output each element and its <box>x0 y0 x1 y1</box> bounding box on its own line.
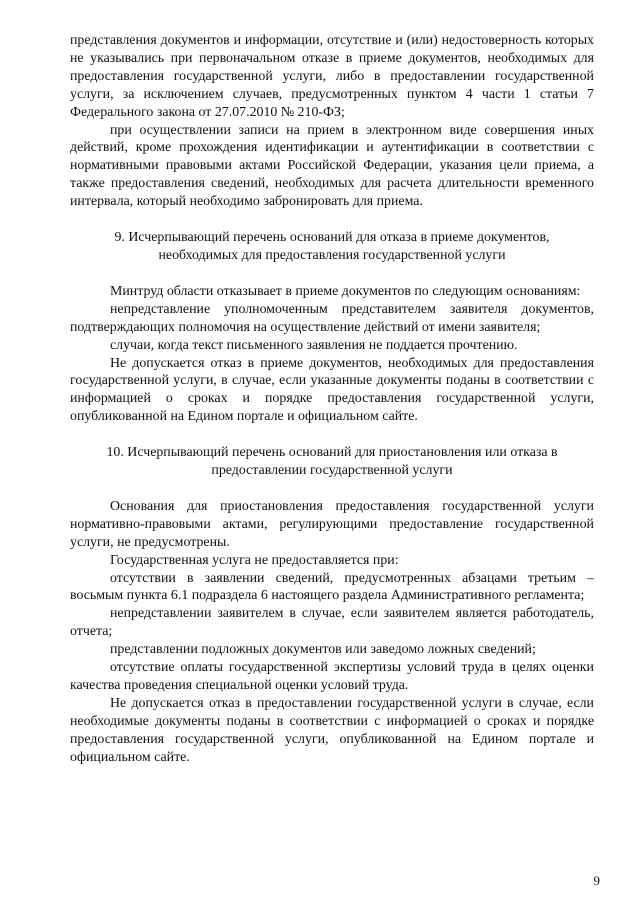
paragraph: представлении подложных документов или заведомо ложных сведений; <box>110 642 536 658</box>
paragraph: отсутствии в заявлении сведений, предусмотренных абзацами третьим – восьмым пункта 6.1 подраздела 6 настоящего раздела Административного регламента; <box>70 570 594 604</box>
paragraph: Государственная услуга не предоставляется при: <box>110 552 399 568</box>
paragraph: случаи, когда текст письменного заявления не поддается прочтению. <box>110 337 518 353</box>
paragraph: представления документов и информации, отсутствие и (или) недостоверность которых не указывались при первоначальном отказе в приеме документов, необходимых для предоставления государственной услуги, либо в предоставлении государственной услуги, за исключением случаев, предусмотренных пунктом 4 части 1 статьи 7 Федерального закона от 27.07.2010 № 210-ФЗ; <box>70 33 594 120</box>
paragraph: при осуществлении записи на прием в электронном виде совершения иных действий, кроме прохождения идентификации и аутентификации в соответствии с нормативными правовыми актами Российской Федерации, указания цели приема, а также предоставления сведений, необходимых для расчета длительности временного интервала, который необходимо забронировать для приема. <box>70 122 594 210</box>
paragraph: непредставлении заявителем в случае, если заявителем является работодатель, отчета; <box>70 606 594 640</box>
section-10-heading: 10. Исчерпывающий перечень оснований для приостановления или отказа в предоставлении государственной услуги <box>106 445 558 479</box>
paragraph: Основания для приостановления предоставления государственной услуги нормативно-правовыми актами, регулирующими предоставление государственной услуги, не предусмотрены. <box>70 498 594 550</box>
paragraph: непредставление уполномоченным представителем заявителя документов, подтверждающих полномочия на осуществление действий от имени заявителя; <box>70 301 594 335</box>
paragraph: Не допускается отказ в приеме документов, необходимых для предоставления государственной услуги, в случае, если указанные документы поданы в соответствии с информацией о сроках и порядке предоставления государственной услуги, опубликованной на Едином портале и официальном сайте. <box>70 355 594 425</box>
paragraph: отсутствие оплаты государственной экспертизы условий труда в целях оценки качества проведения специальной оценки условий труда. <box>70 660 594 693</box>
paragraph: Не допускается отказ в предоставлении государственной услуги в случае, если необходимые документы поданы в соответствии с информацией о сроках и порядке предоставления государственной услуги, опубликованной на Едином портале и официальном сайте. <box>70 695 594 765</box>
section-9-heading: 9. Исчерпывающий перечень оснований для отказа в приеме документов, необходимых для предоставления государственной услуги <box>114 230 550 263</box>
page-number: 9 <box>593 873 600 888</box>
paragraph: Минтруд области отказывает в приеме документов по следующим основаниям: <box>110 283 581 299</box>
